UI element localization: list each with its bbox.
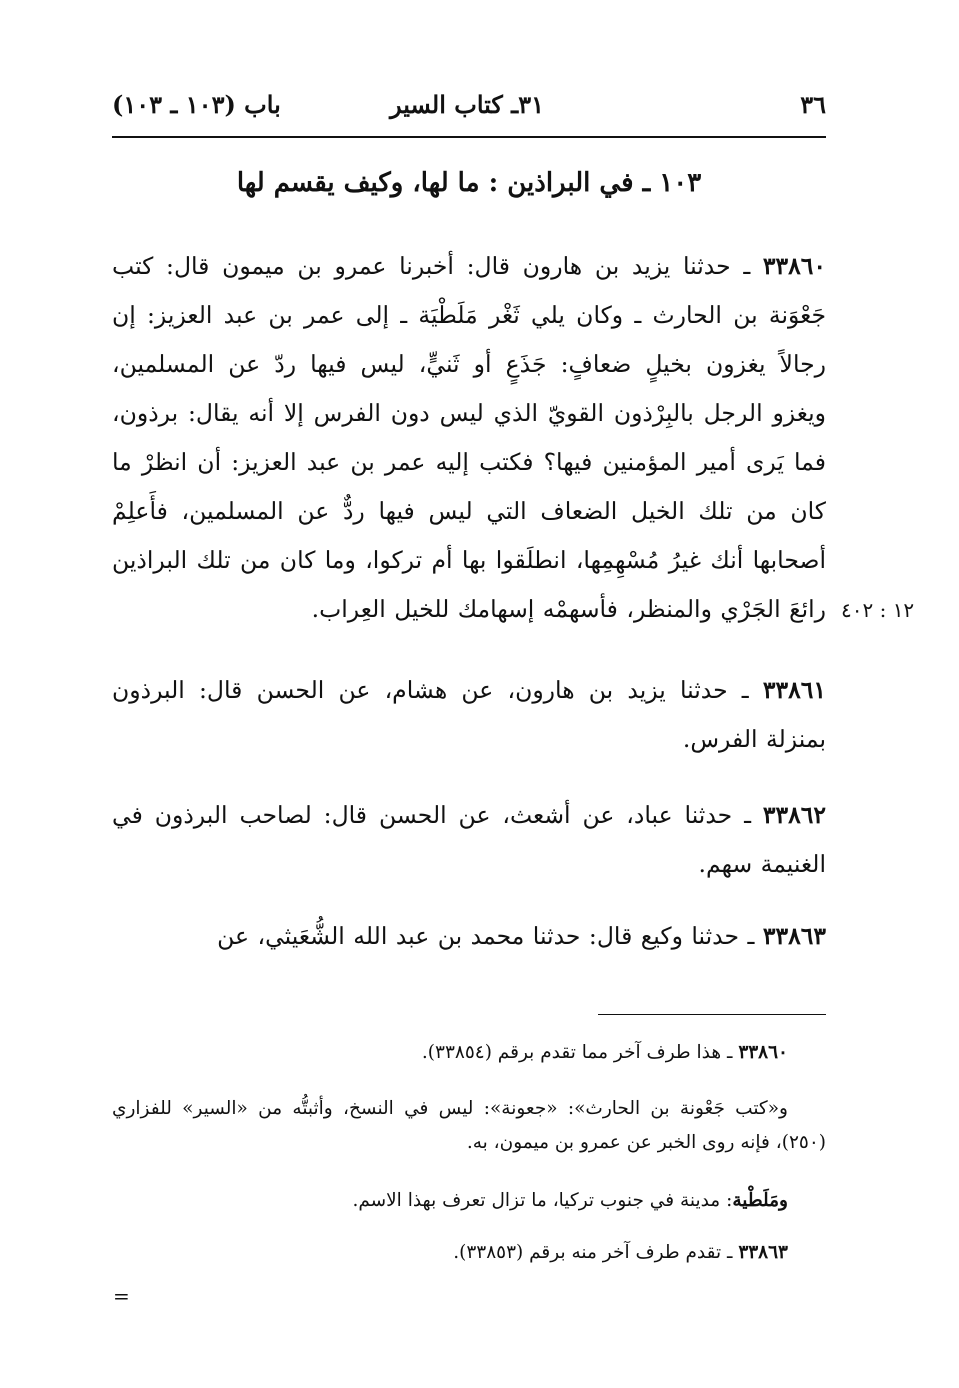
hadith-text: ـ حدثنا عباد، عن أشعث، عن الحسن قال: لصاحب البرذون في الغنيمة سهم. (112, 801, 826, 878)
footnote-text: ـ تقدم طرف آخر منه برقم (٣٣٨٥٣). (453, 1242, 739, 1263)
running-header (112, 88, 826, 128)
hadith-text: ـ حدثنا يزيد بن هارون قال: أخبرنا عمرو بن ميمون قال: كتب جَعْوَنة بن الحارث ـ وكان يلي ثَغْر مَلَطْيَة ـ إلى عمر بن عبد العزيز: إن رجالاً يغزون بخيلٍ ضعافٍ: جَذَعٍ أو ثَنيٍّ، ليس فيها ردّ عن المسلمين، ويغزو الرجل بالبِرْذون القويّ الذي ليس دون الفرس إلا أنه يقال: برذون، فما يَرى أمير المؤمنين فيها؟ فكتب إليه عمر بن عبد العزيز: أن انظرْ ما كان من تلك الخيل الضعاف التي ليس فيها ردٌّ عن المسلمين، فأَعلِمْ أصحابها أنك غيرُ مُسْهِمِها، انطلَقوا بها أم تركوا، وما كان من تلك البراذين رائعَ الجَرْي والمنظر، فأسهمْه إسهامك للخيل العِراب. (112, 252, 826, 623)
hadith-text: ـ حدثنا يزيد بن هارون، عن هشام، عن الحسن قال: البرذون بمنزلة الفرس. (112, 676, 826, 753)
hadith-number: ٣٣٨٦٣ (762, 922, 826, 950)
footnote-number: ٣٣٨٦٠ (738, 1042, 788, 1063)
footnote-text: : مدينة في جنوب تركيا، ما تزال تعرف بهذا الاسم. (352, 1190, 733, 1211)
hadith-number: ٣٣٨٦٠ (762, 252, 826, 280)
footnote (112, 1036, 826, 1070)
hadith-paragraph (112, 666, 826, 764)
page-number: ٣٦ (800, 90, 826, 119)
footnote (112, 1236, 826, 1270)
hadith-paragraph (112, 242, 826, 634)
hadith-number: ٣٣٨٦٢ (762, 801, 826, 829)
book-title: ٣١ـ كتاب السير (390, 90, 544, 119)
hadith-paragraph (112, 791, 826, 889)
footnote-divider (598, 1014, 826, 1015)
footnote: و«كتب جَعْونة بن الحارث»: «جعونة»: ليس في النسخ، وأثبتُّه من «السير» للفزاري (٢٥٠)، فإنه روى الخبر عن عمرو بن ميمون، به. (112, 1098, 826, 1153)
footnote (112, 1184, 826, 1218)
footnote-number: ٣٣٨٦٣ (738, 1242, 788, 1263)
header-divider (112, 136, 826, 138)
hadith-paragraph (112, 912, 826, 961)
footnote-term: ومَلَطْية (732, 1190, 788, 1211)
hadith-text: ـ حدثنا وكيع قال: حدثنا محمد بن عبد الله الشُّعَيثي، عن (217, 922, 763, 950)
footnote-text: ـ هذا طرف آخر مما تقدم برقم (٣٣٨٥٤). (421, 1042, 739, 1063)
chapter-range: باب (١٠٣ ـ ١٠٣) (112, 90, 281, 119)
chapter-title: ١٠٣ ـ في البراذين : ما لها، وكيف يقسم لها (236, 168, 702, 198)
hadith-number: ٣٣٨٦١ (762, 676, 826, 704)
continuation-mark: = (113, 1284, 130, 1308)
margin-reference: ١٢ : ٤٠٢ (841, 598, 915, 622)
